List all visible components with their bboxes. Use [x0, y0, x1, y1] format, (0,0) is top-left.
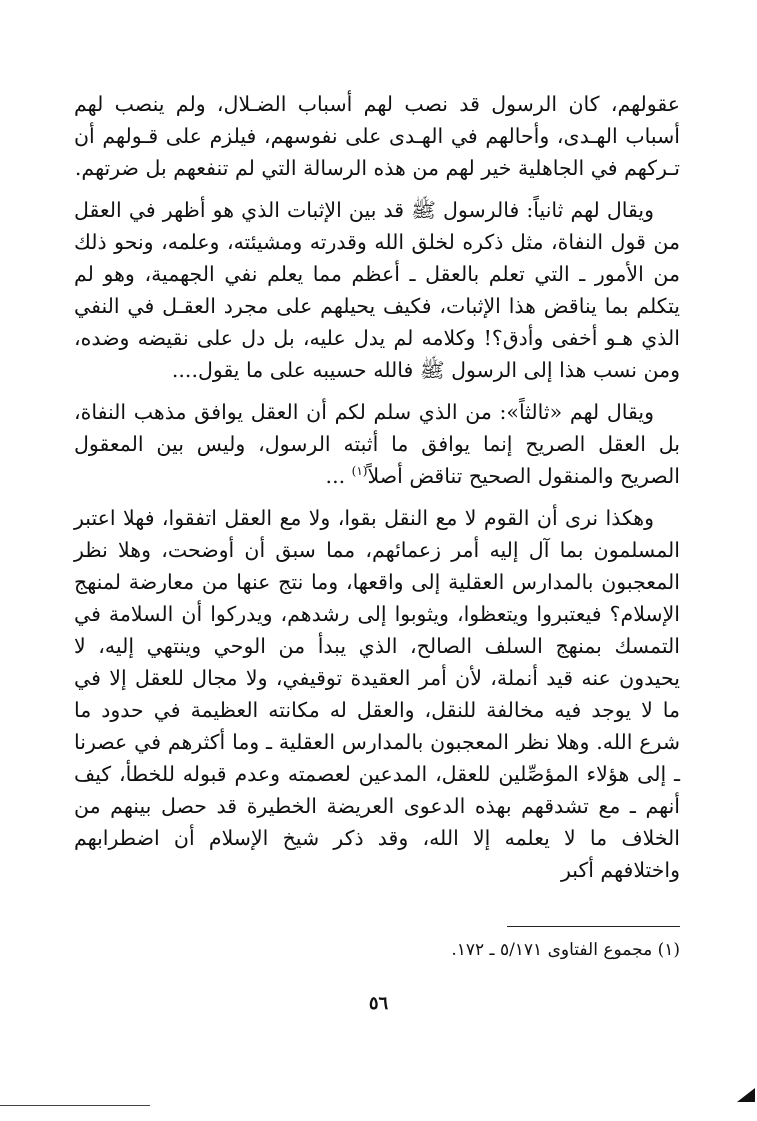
footnote-separator: [507, 926, 680, 927]
corner-triangle-icon: [737, 1088, 755, 1102]
paragraph-2: ويقال لهم ثانياً: فالرسول ﷺ قد بين الإثبات الذي هو أظهر في العقل من قول النفاة، مثل ذكره لخلق الله وقدرته ومشيئته، وعلمه، ونحو ذلك من الأمور ـ التي تعلم بالعقل ـ أعظم مما يعلم نفي الجهمية، وهو لم يتكلم بما يناقض هذا الإثبات، فكيف يحيلهم على مجرد العقـل في النفي الذي هـو أخفى وأدق؟! وكلامه لم يدل عليه، بل دل على نقيضه وضده، ومن نسب هذا إلى الرسول ﷺ فالله حسيبه على ما يقول....: [74, 198, 680, 382]
paragraph-3: [74, 396, 680, 492]
paragraph-3-text: ويقال لهم «ثالثاً»: من الذي سلم لكم أن العقل يوافق مذهب النفاة، بل العقل الصريح إنما يوافق ما أثبته الرسول، وليس بين المعقول الصريح والمنقول الصحيح تناقض أصلاً: [74, 400, 680, 488]
paragraph-3-dots: ...: [325, 464, 346, 488]
page-number: ٥٦: [368, 993, 389, 1014]
paragraph-4: وهكذا نرى أن القوم لا مع النقل بقوا، ولا مع العقل اتفقوا، فهلا اعتبر المسلمون بما آل إليه أمر زعمائهم، مما سبق أن أوضحت، وهلا نظر المعجبون بالمدارس العقلية إلى واقعها، وما نتج عنها من معارضة لمنهج الإسلام؟ فيعتبروا ويتعظوا، ويثوبوا إلى رشدهم، ويدركوا أن السلامة في التمسك بمنهج السلف الصالح، الذي يبدأ من الوحي وينتهي إليه، لا يحيدون عنه قيد أنملة، لأن أمر العقيدة توقيفي، ولا مجال للعقل إلا في ما لا يوجد فيه مخالفة للنقل، والعقل له مكانته العظيمة في حدود ما شرع الله. وهلا نظر المعجبون بالمدارس العقلية ـ وما أكثرهم في عصرنا ـ إلى هؤلاء المؤصِّلين للعقل، المدعين لعصمته وعدم قبوله للخطأ، كيف أنهم ـ مع تشدقهم بهذه الدعوى العريضة الخطيرة قد حصل بينهم من الخلاف ما لا يعلمه إلا الله، وقد ذكر شيخ الإسلام أن اضطرابهم واختلافهم أكبر: [74, 506, 680, 882]
paragraph-1: عقولهم، كان الرسول قد نصب لهم أسباب الضـلال، ولم ينصب لهم أسباب الهـدى، وأحالهم في الهـدى على نفوسهم، فيلزم على قـولهم أن تـركهم في الجاهلية خير لهم من هذه الرسالة التي لم تنفعهم بل ضرتهم.: [74, 92, 680, 180]
footnote-marker[interactable]: (١): [351, 464, 368, 479]
footnote-text: (١) مجموع الفتاوى ٥/١٧١ ـ ١٧٢.: [451, 940, 680, 960]
bottom-divider: [0, 1105, 150, 1106]
book-page-text: [74, 88, 680, 896]
